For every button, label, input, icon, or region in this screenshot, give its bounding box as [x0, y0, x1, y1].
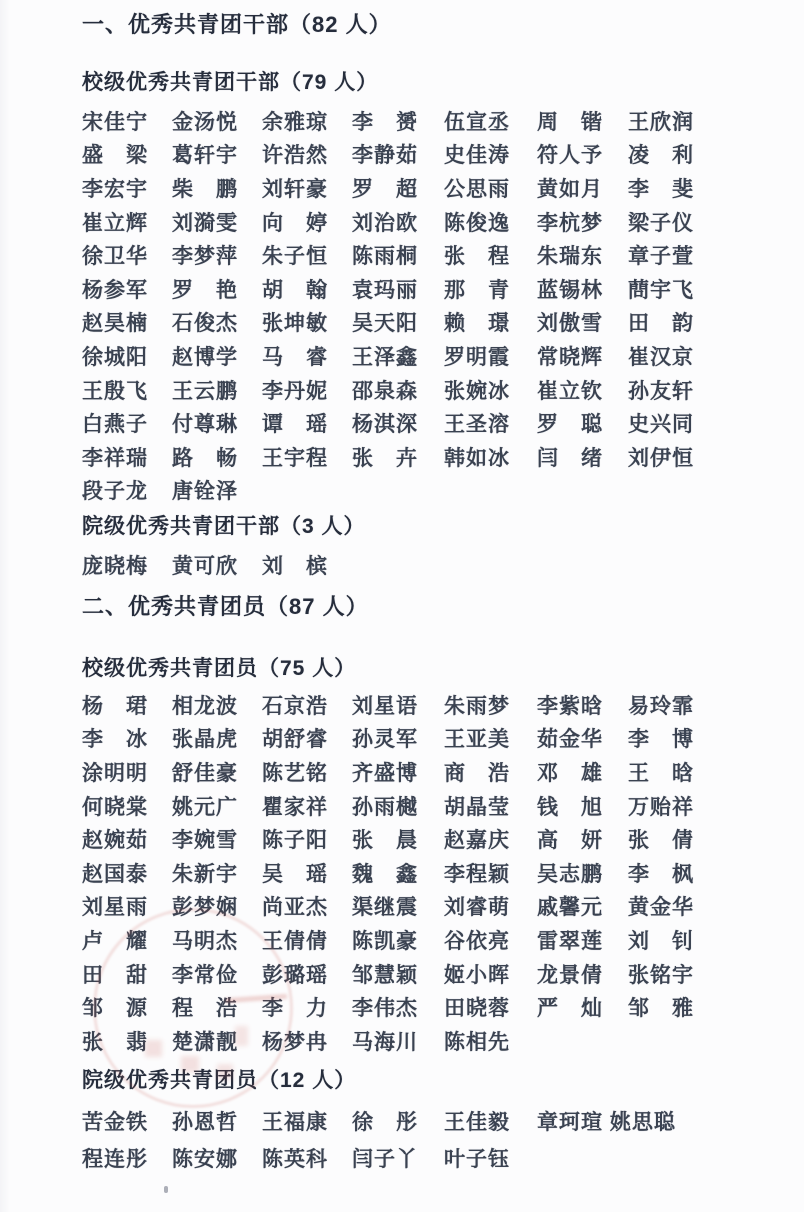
person-name: 谷依亮 [444, 929, 510, 953]
name-row [82, 238, 782, 272]
person-name: 刘治欧 [352, 211, 418, 235]
person-name: 崔立钦 [537, 379, 603, 403]
person-name: 陈雨桐 [352, 245, 418, 269]
person-name: 李常俭 [172, 963, 238, 987]
person-name: 常晓辉 [537, 345, 603, 369]
person-name: 石京浩 [262, 694, 328, 718]
person-name: 李杭梦 [537, 211, 603, 235]
person-name: 陈相先 [444, 1030, 510, 1054]
person-name: 张 程 [444, 245, 510, 269]
person-name: 王福康 [262, 1110, 328, 1134]
person-name: 章子萱 [628, 245, 694, 269]
person-name: 朱瑞东 [537, 245, 603, 269]
person-name: 尚亚杰 [262, 896, 328, 920]
person-name: 刘 钊 [628, 929, 694, 953]
section1-college-subheading: 院级优秀共青团干部（3 人） [82, 515, 366, 538]
person-name: 蓝锡林 [537, 278, 603, 302]
person-name: 马 睿 [262, 345, 328, 369]
person-name: 赵婉茹 [82, 829, 148, 853]
person-name: 程 浩 [172, 997, 238, 1021]
person-name: 钱 旭 [537, 795, 603, 819]
person-name: 王殷飞 [82, 379, 148, 403]
person-name: 胡 翰 [262, 278, 328, 302]
person-name: 王宇程 [262, 446, 328, 470]
person-name: 孙恩哲 [172, 1110, 238, 1134]
person-name: 向 婷 [262, 211, 328, 235]
scan-artifact-dot [164, 1186, 168, 1193]
person-name: 李丹妮 [262, 379, 328, 403]
name-row [82, 923, 782, 957]
section2-heading: 二、优秀共青团员（87 人） [82, 594, 369, 619]
person-name: 陈艺铭 [262, 761, 328, 785]
person-name: 宋佳宁 [82, 110, 148, 134]
person-name: 朱新宇 [172, 862, 238, 886]
person-name: 李宏宇 [82, 177, 148, 201]
school-cadres-name-grid [82, 104, 782, 507]
person-name: 张 卉 [352, 446, 418, 470]
person-name: 杨 珺 [82, 694, 148, 718]
person-name: 崔立辉 [82, 211, 148, 235]
person-name: 付尊琳 [172, 413, 238, 437]
person-name: 赵国泰 [82, 862, 148, 886]
person-name: 韩如冰 [444, 446, 510, 470]
person-name: 茹金华 [537, 728, 603, 752]
person-name: 王倩倩 [262, 929, 328, 953]
person-name: 楚潇靓 [172, 1030, 238, 1054]
name-row [82, 856, 782, 890]
person-name: 葛轩宇 [172, 144, 238, 168]
person-name: 渠继震 [352, 896, 418, 920]
person-name: 陈英科 [262, 1147, 328, 1171]
person-name: 凌 利 [628, 144, 694, 168]
person-name: 李梦萍 [172, 245, 238, 269]
name-row [82, 474, 782, 508]
person-name: 田 甜 [82, 963, 148, 987]
person-name: 刘傲雪 [537, 312, 603, 336]
name-row [82, 990, 782, 1024]
person-name: 苦金铁 [82, 1110, 148, 1134]
name-row [82, 440, 782, 474]
section1-heading: 一、优秀共青团干部（82 人） [82, 12, 392, 37]
person-name: 蔄宇飞 [628, 278, 694, 302]
person-name: 李祥瑞 [82, 446, 148, 470]
person-name: 李静茹 [352, 144, 418, 168]
person-name: 龙景倩 [537, 963, 603, 987]
name-row [82, 171, 782, 205]
person-name: 彭璐瑶 [262, 963, 328, 987]
person-name: 邹 源 [82, 997, 148, 1021]
person-name: 周 锴 [537, 110, 603, 134]
person-name: 李 斐 [628, 177, 694, 201]
person-name: 王泽鑫 [352, 345, 418, 369]
person-name: 雷翠莲 [537, 929, 603, 953]
person-name: 唐铨泽 [172, 480, 238, 504]
person-name: 相龙波 [172, 694, 238, 718]
person-name: 赵昊楠 [82, 312, 148, 336]
person-name: 闫子丫 [352, 1147, 418, 1171]
name-row [82, 272, 782, 306]
person-name: 李 冰 [82, 728, 148, 752]
person-name: 邵泉森 [352, 379, 418, 403]
person-name: 高 妍 [537, 829, 603, 853]
person-name: 胡舒睿 [262, 728, 328, 752]
person-name: 卢 耀 [82, 929, 148, 953]
person-name: 马明杰 [172, 929, 238, 953]
person-name: 赵嘉庆 [444, 829, 510, 853]
person-name: 赖 璟 [444, 312, 510, 336]
name-row [82, 789, 782, 823]
person-name: 吴志鹏 [537, 862, 603, 886]
person-name: 舒佳豪 [172, 761, 238, 785]
person-name: 吴天阳 [352, 312, 418, 336]
person-name: 王亚美 [444, 728, 510, 752]
person-name: 李程颖 [444, 862, 510, 886]
person-name: 余雅琼 [262, 110, 328, 134]
person-name: 王云鹏 [172, 379, 238, 403]
person-name: 徐 彤 [352, 1110, 418, 1134]
person-name: 王佳毅 [444, 1110, 510, 1134]
person-name: 马海川 [352, 1030, 418, 1054]
person-name: 王圣溶 [444, 413, 510, 437]
person-name: 崔汉京 [628, 345, 694, 369]
name-row [82, 373, 782, 407]
person-name: 罗 艳 [172, 278, 238, 302]
person-name: 李紫晗 [537, 694, 603, 718]
person-name: 刘轩豪 [262, 177, 328, 201]
name-row [82, 822, 782, 856]
person-name: 罗 聪 [537, 413, 603, 437]
person-name: 杨淇深 [352, 413, 418, 437]
person-name: 孙雨樾 [352, 795, 418, 819]
person-name: 陈子阳 [262, 829, 328, 853]
name-row [82, 1024, 782, 1058]
person-name: 孙灵军 [352, 728, 418, 752]
section2-college-subheading: 院级优秀共青团员（12 人） [82, 1069, 357, 1092]
person-name: 杨参军 [82, 278, 148, 302]
person-name: 王 晗 [628, 761, 694, 785]
person-name: 胡晶莹 [444, 795, 510, 819]
person-name: 刘睿萌 [444, 896, 510, 920]
person-name: 史兴同 [628, 413, 694, 437]
person-name: 陈凯豪 [352, 929, 418, 953]
person-name: 李伟杰 [352, 997, 418, 1021]
section2-school-subheading: 校级优秀共青团员（75 人） [82, 657, 357, 680]
person-name: 袁玛丽 [352, 278, 418, 302]
school-members-name-grid [82, 688, 782, 1058]
person-name: 彭梦娴 [172, 896, 238, 920]
name-row [82, 339, 782, 373]
person-name: 孙友轩 [628, 379, 694, 403]
person-name: 朱子恒 [262, 245, 328, 269]
person-name: 刘伊恒 [628, 446, 694, 470]
person-name: 姬小晖 [444, 963, 510, 987]
person-name: 刘星语 [352, 694, 418, 718]
person-name: 梁子仪 [628, 211, 694, 235]
person-name: 万贻祥 [628, 795, 694, 819]
person-name: 商 浩 [444, 761, 510, 785]
name-row [82, 1102, 782, 1139]
name-row [82, 306, 782, 340]
name-row [82, 138, 782, 172]
person-name: 张晶虎 [172, 728, 238, 752]
person-name: 魏 鑫 [352, 862, 418, 886]
person-name: 黄可欣 [172, 554, 238, 578]
person-name: 陈俊逸 [444, 211, 510, 235]
person-name: 吴 瑶 [262, 862, 328, 886]
person-name: 易玲霏 [628, 694, 694, 718]
person-name: 程连彤 [82, 1147, 148, 1171]
person-name: 张 翡 [82, 1030, 148, 1054]
person-name: 姚元广 [172, 795, 238, 819]
person-name: 路 畅 [172, 446, 238, 470]
person-name: 徐卫华 [82, 245, 148, 269]
person-name: 伍宣丞 [444, 110, 510, 134]
person-name: 段子龙 [82, 480, 148, 504]
college-members-name-grid [82, 1102, 782, 1176]
person-name: 黄如月 [537, 177, 603, 201]
person-name: 石俊杰 [172, 312, 238, 336]
person-name: 白燕子 [82, 413, 148, 437]
person-name: 戚馨元 [537, 896, 603, 920]
person-name: 黄金华 [628, 896, 694, 920]
person-name: 何晓棠 [82, 795, 148, 819]
person-name: 李婉雪 [172, 829, 238, 853]
name-row [82, 957, 782, 991]
person-name: 刘 槟 [262, 554, 328, 578]
person-name: 李 赟 [352, 110, 418, 134]
person-name: 盛 梁 [82, 144, 148, 168]
person-name: 涂明明 [82, 761, 148, 785]
person-name: 陈安娜 [172, 1147, 238, 1171]
person-name: 张 倩 [628, 829, 694, 853]
name-row [82, 755, 782, 789]
college-cadres-name-grid [82, 548, 782, 582]
person-name: 严 灿 [537, 997, 603, 1021]
person-name: 金汤悦 [172, 110, 238, 134]
person-name: 赵博学 [172, 345, 238, 369]
person-name: 邹慧颖 [352, 963, 418, 987]
person-name: 张 晨 [352, 829, 418, 853]
person-name: 谭 瑶 [262, 413, 328, 437]
person-name: 柴 鹏 [172, 177, 238, 201]
person-name: 许浩然 [262, 144, 328, 168]
name-row [82, 548, 782, 582]
person-name: 瞿家祥 [262, 795, 328, 819]
name-row [82, 688, 782, 722]
person-name: 刘星雨 [82, 896, 148, 920]
person-name: 王欣润 [628, 110, 694, 134]
person-name: 李 力 [262, 997, 328, 1021]
section1-school-subheading: 校级优秀共青团干部（79 人） [82, 71, 379, 94]
person-name: 张铭宇 [628, 963, 694, 987]
person-name: 田晓蓉 [444, 997, 510, 1021]
person-name: 杨梦冉 [262, 1030, 328, 1054]
person-name: 徐城阳 [82, 345, 148, 369]
person-name: 公思雨 [444, 177, 510, 201]
person-name: 齐盛博 [352, 761, 418, 785]
name-row [82, 890, 782, 924]
name-row [82, 104, 782, 138]
person-name: 庞晓梅 [82, 554, 148, 578]
person-name: 张婉冰 [444, 379, 510, 403]
person-name: 叶子钰 [444, 1147, 510, 1171]
person-name: 罗 超 [352, 177, 418, 201]
person-name: 刘漪雯 [172, 211, 238, 235]
person-name: 章珂瑄 姚思聪 [537, 1110, 676, 1134]
person-name: 邹 雅 [628, 997, 694, 1021]
person-name: 那 青 [444, 278, 510, 302]
person-name: 罗明霞 [444, 345, 510, 369]
person-name: 李 博 [628, 728, 694, 752]
person-name: 闫 绪 [537, 446, 603, 470]
name-row [82, 1139, 782, 1176]
name-row [82, 406, 782, 440]
person-name: 邓 雄 [537, 761, 603, 785]
name-row [82, 722, 782, 756]
person-name: 史佳涛 [444, 144, 510, 168]
person-name: 符人予 [537, 144, 603, 168]
person-name: 田 韵 [628, 312, 694, 336]
person-name: 张坤敏 [262, 312, 328, 336]
person-name: 李 枫 [628, 862, 694, 886]
name-row [82, 205, 782, 239]
person-name: 朱雨梦 [444, 694, 510, 718]
